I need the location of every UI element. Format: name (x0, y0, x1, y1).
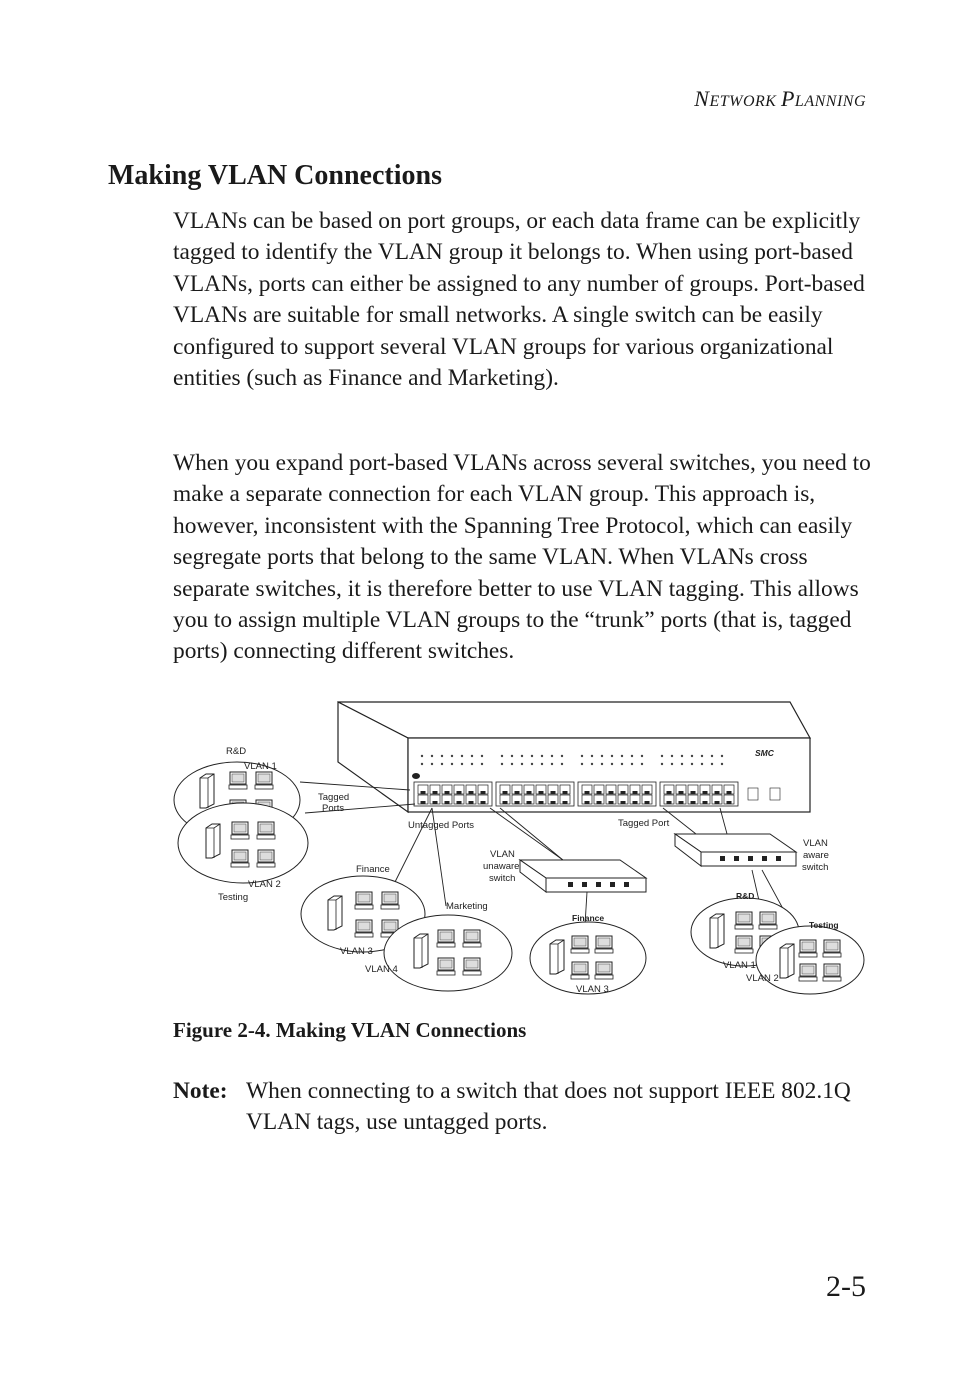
label-vlan4: VLAN 4 (365, 964, 398, 975)
label-vlan2: VLAN 2 (248, 879, 281, 890)
vlan-diagram (170, 700, 870, 1000)
running-head-initial-2: P (780, 86, 795, 111)
label-vlan3: VLAN 3 (340, 946, 373, 957)
label-testing: Testing (218, 892, 249, 903)
label-vlan1: VLAN 1 (244, 761, 277, 772)
label-vlan2-remote: VLAN 2 (746, 973, 779, 984)
vlan-aware-switch (675, 834, 796, 866)
label-vlan-unaware-1: VLAN (490, 849, 515, 860)
label-vlan-unaware-3: switch (489, 873, 516, 884)
label-tagged-ports-1: Tagged (318, 792, 350, 803)
running-head-rest-2: LANNING (794, 93, 866, 110)
note-text: When connecting to a switch that does not support IEEE 802.1Q VLAN tags, use untagged ports. (246, 1078, 851, 1136)
running-head-rest-1: ETWORK (709, 93, 781, 110)
label-marketing: Marketing (446, 901, 488, 912)
label-vlan-aware-1: VLAN (803, 838, 828, 849)
finance-marketing-group (301, 876, 512, 991)
rd-testing-group (174, 762, 308, 883)
main-switch (338, 702, 810, 812)
page-number: 2-5 (826, 1270, 866, 1303)
label-finance: Finance (356, 864, 390, 875)
running-head-initial-1: N (694, 86, 710, 111)
label-vlan1-remote: VLAN 1 (723, 960, 756, 971)
note-label: Note: (173, 1078, 228, 1104)
label-vlan-aware-3: switch (802, 862, 829, 873)
label-untagged-ports: Untagged Ports (408, 820, 475, 831)
running-header (694, 86, 866, 112)
label-rd: R&D (226, 746, 247, 757)
label-rd-remote: R&D (736, 891, 755, 901)
label-finance-remote: Finance (572, 913, 605, 923)
vlan-connections-figure (170, 700, 870, 1000)
body-paragraph-1: VLANs can be based on port groups, or each data frame can be explicitly tagged to identify the VLAN group it belongs to. When using port-based VLANs, ports can either be assigned to any number of groups. Port-based VLANs are suitable for small networks. A single switch can be easily configured to support several VLAN groups for various organizational entities (such as Finance and Marketing). (173, 208, 865, 392)
label-vlan3-remote: VLAN 3 (576, 984, 609, 995)
body-paragraph-2: When you expand port-based VLANs across several switches, you need to make a separate connection for each VLAN group. This approach is, however, inconsistent with the Spanning Tree Protocol, which can easily segregate ports that belong to the same VLAN. When VLANs cross separate switches, it is therefore better to use VLAN tagging. This allows you to assign multiple VLAN groups to the “trunk” ports (that is, tagged ports) connecting different switches. (173, 450, 871, 665)
note-block (173, 1076, 873, 1139)
label-vlan-aware-2: aware (803, 850, 829, 861)
smc-logo: SMC (755, 748, 774, 758)
figure-caption: Figure 2-4. Making VLAN Connections (173, 1018, 527, 1042)
label-vlan-unaware-2: unaware (483, 861, 520, 872)
label-tagged-port: Tagged Port (618, 818, 670, 829)
section-title: Making VLAN Connections (108, 160, 442, 191)
label-tagged-ports-2: Ports (322, 803, 345, 814)
vlan-unaware-switch (520, 860, 646, 892)
label-testing-remote: Testing (809, 920, 839, 930)
